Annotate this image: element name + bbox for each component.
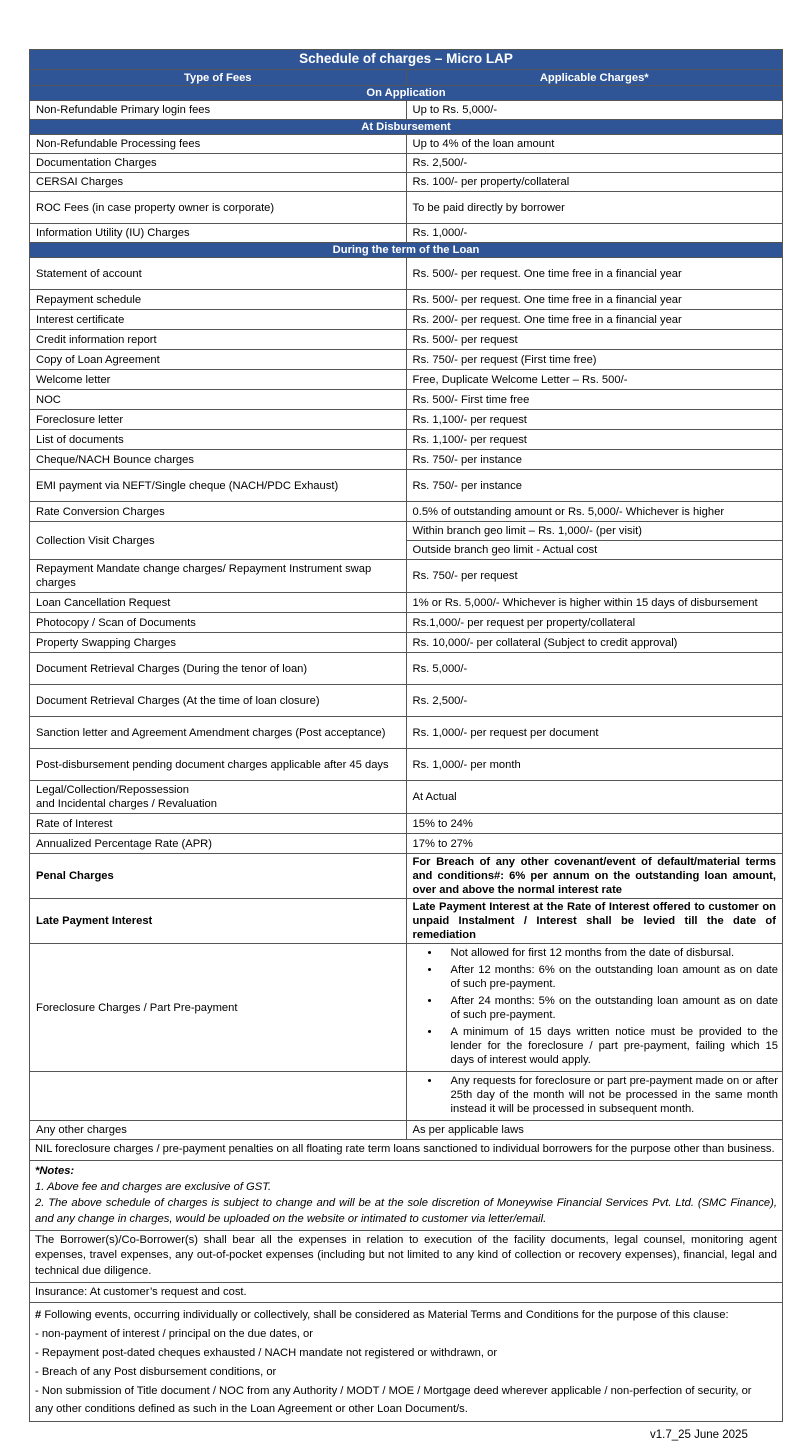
table-row (30, 224, 783, 243)
fee-charge: 17% to 27% (406, 834, 783, 854)
fee-name: Late Payment Interest (30, 899, 407, 944)
note-1: 1. Above fee and charges are exclusive of GST. (35, 1180, 272, 1193)
fee-charge: Rs. 500/- per request (406, 330, 783, 350)
fee-charge: As per applicable laws (406, 1121, 783, 1140)
section-at-disbursement: At Disbursement (30, 120, 783, 135)
table-row (30, 613, 783, 633)
fee-charge: Up to Rs. 5,000/- (406, 101, 783, 120)
fee-name: Document Retrieval Charges (During the tenor of loan) (30, 653, 407, 685)
fee-charge (406, 944, 783, 1072)
fee-name: Documentation Charges (30, 154, 407, 173)
table-row (30, 685, 783, 717)
table-row-late-payment (30, 899, 783, 944)
table-row (30, 330, 783, 350)
fee-name: Credit information report (30, 330, 407, 350)
notes-heading: *Notes: (35, 1164, 75, 1177)
fee-charge: Rs. 2,500/- (406, 685, 783, 717)
event-item: any other conditions defined as such in the Loan Agreement or other Loan Document/s. (35, 1403, 468, 1416)
events-row (30, 1303, 783, 1422)
charges-table (29, 49, 783, 1422)
event-item: - non-payment of interest / principal on the due dates, or (35, 1328, 313, 1341)
table-row (30, 290, 783, 310)
section-during-term: During the term of the Loan (30, 243, 783, 258)
fee-name: Property Swapping Charges (30, 633, 407, 653)
table-row (30, 633, 783, 653)
fee-name: Post-disbursement pending document charges applicable after 45 days (30, 749, 407, 781)
table-row-collection (30, 522, 783, 541)
fee-charge: Free, Duplicate Welcome Letter – Rs. 500/- (406, 370, 783, 390)
fee-charge: For Breach of any other covenant/event of default/material terms and conditions#: 6% per annum on the outstanding loan amount, over and above the normal interest rate (406, 854, 783, 899)
fee-name: Photocopy / Scan of Documents (30, 613, 407, 633)
table-row (30, 560, 783, 593)
table-row (30, 258, 783, 290)
table-row (30, 781, 783, 814)
fee-charge-outside: Outside branch geo limit - Actual cost (406, 541, 783, 560)
table-row (30, 593, 783, 613)
fee-charge: Rs. 10,000/- per collateral (Subject to credit approval) (406, 633, 783, 653)
fee-name: Statement of account (30, 258, 407, 290)
fee-charge: Rs. 1,000/- per month (406, 749, 783, 781)
fee-name: CERSAI Charges (30, 173, 407, 192)
nil-note: NIL foreclosure charges / pre-payment penalties on all floating rate term loans sanctioned to individual borrowers for the purpose other than business. (30, 1140, 783, 1161)
borrower-note-row (30, 1230, 783, 1282)
fee-name: Rate Conversion Charges (30, 502, 407, 522)
borrower-note: The Borrower(s)/Co-Borrower(s) shall bear all the expenses in relation to execution of the facility documents, legal counsel, monitoring agent expenses, travel expenses, any out-of-pocket expenses (including but not limited to any kind of collection or recovery expenses), financial, legal and technical due diligence. (30, 1230, 783, 1282)
table-row (30, 350, 783, 370)
fee-charge: Rs. 750/- per request (First time free) (406, 350, 783, 370)
fee-name: List of documents (30, 430, 407, 450)
events-intro (35, 1309, 729, 1321)
table-row (30, 1121, 783, 1140)
hash-symbol: # (35, 1309, 42, 1322)
insurance-row (30, 1282, 783, 1303)
table-row (30, 749, 783, 781)
table-row (30, 653, 783, 685)
event-item: - Breach of any Post disbursement conditions, or (35, 1365, 277, 1378)
fee-charge: Rs. 500/- First time free (406, 390, 783, 410)
fee-charge: 15% to 24% (406, 814, 783, 834)
fee-charge: Rs.1,000/- per request per property/collateral (406, 613, 783, 633)
charges-document (29, 49, 783, 1422)
foreclosure-extra-bullets (411, 1074, 779, 1116)
fee-name: Cheque/NACH Bounce charges (30, 450, 407, 470)
fee-charge: Up to 4% of the loan amount (406, 135, 783, 154)
fee-name: Foreclosure Charges / Part Pre-payment (30, 944, 407, 1072)
fee-name: ROC Fees (in case property owner is corporate) (30, 192, 407, 224)
fee-name-line-1: Legal/Collection/Repossession (36, 784, 189, 796)
fee-name: Penal Charges (30, 854, 407, 899)
fee-charge: Rs. 1,000/- per request per document (406, 717, 783, 749)
section-on-application: On Application (30, 86, 783, 101)
table-row (30, 390, 783, 410)
fee-name (30, 781, 407, 814)
table-row (30, 310, 783, 330)
fee-charge: Rs. 750/- per instance (406, 470, 783, 502)
fee-name: Any other charges (30, 1121, 407, 1140)
fee-name: Repayment schedule (30, 290, 407, 310)
fee-charge: Rs. 500/- per request. One time free in a financial year (406, 290, 783, 310)
fee-charge: Rs. 5,000/- (406, 653, 783, 685)
list-item: • A minimum of 15 days written notice must be provided to the lender for the foreclosure / part pre-payment, failing which 15 days of interest would apply. (441, 1025, 779, 1067)
document-title: Schedule of charges – Micro LAP (30, 50, 783, 70)
table-row-foreclosure-extra (30, 1072, 783, 1121)
fee-name: Information Utility (IU) Charges (30, 224, 407, 243)
table-row (30, 154, 783, 173)
list-item: • After 24 months: 5% on the outstanding loan amount as on date of such pre-payment. (441, 994, 779, 1022)
table-row (30, 430, 783, 450)
fee-name: Non-Refundable Primary login fees (30, 101, 407, 120)
foreclosure-bullets (411, 946, 779, 1067)
fee-name: Sanction letter and Agreement Amendment charges (Post acceptance) (30, 717, 407, 749)
nil-note-row (30, 1140, 783, 1161)
header-type-of-fees: Type of Fees (30, 70, 407, 86)
table-row (30, 717, 783, 749)
fee-name: Loan Cancellation Request (30, 593, 407, 613)
fee-name-line-2: and Incidental charges / Revaluation (36, 798, 217, 810)
fee-charge: Rs. 200/- per request. One time free in a financial year (406, 310, 783, 330)
list-item: • Any requests for foreclosure or part pre-payment made on or after 25th day of the month will not be processed in the same month instead it will be processed in subsequent month. (441, 1074, 779, 1116)
fee-charge: Rs. 750/- per instance (406, 450, 783, 470)
version-label: v1.7_25 June 2025 (650, 1429, 748, 1441)
fee-charge: To be paid directly by borrower (406, 192, 783, 224)
fee-charge: Late Payment Interest at the Rate of Interest offered to customer on unpaid Instalment / Interest shall be levied till the date of remediation (406, 899, 783, 944)
table-row (30, 834, 783, 854)
fee-charge: Rs. 750/- per request (406, 560, 783, 593)
fee-name: Annualized Percentage Rate (APR) (30, 834, 407, 854)
fee-name: Copy of Loan Agreement (30, 350, 407, 370)
fee-charge: Rs. 2,500/- (406, 154, 783, 173)
table-row (30, 450, 783, 470)
table-row (30, 173, 783, 192)
fee-charge: At Actual (406, 781, 783, 814)
fee-name: EMI payment via NEFT/Single cheque (NACH/PDC Exhaust) (30, 470, 407, 502)
fee-charge-within: Within branch geo limit – Rs. 1,000/- (per visit) (406, 522, 783, 541)
fee-name: Interest certificate (30, 310, 407, 330)
table-row (30, 370, 783, 390)
fee-name-empty (30, 1072, 407, 1121)
header-applicable-charges: Applicable Charges* (406, 70, 783, 86)
table-row (30, 101, 783, 120)
note-2: 2. The above schedule of charges is subject to change and will be at the sole discretion of Moneywise Financial Services Pvt. Ltd. (SMC Finance), and any change in charges, would be uploaded on the website or intimated to customer via letter/email. (35, 1197, 777, 1226)
fee-name: Repayment Mandate change charges/ Repayment Instrument swap charges (30, 560, 407, 593)
fee-name: Welcome letter (30, 370, 407, 390)
fee-charge: Rs. 1,000/- (406, 224, 783, 243)
table-row (30, 814, 783, 834)
table-row (30, 502, 783, 522)
fee-name: Non-Refundable Processing fees (30, 135, 407, 154)
fee-name: Rate of Interest (30, 814, 407, 834)
fee-charge: 1% or Rs. 5,000/- Whichever is higher within 15 days of disbursement (406, 593, 783, 613)
fee-charge: Rs. 1,100/- per request (406, 410, 783, 430)
events-intro-text: Following events, occurring individually or collectively, shall be considered as Material Terms and Conditions for the purpose of this clause: (41, 1309, 729, 1322)
fee-name: Foreclosure letter (30, 410, 407, 430)
table-row-foreclosure (30, 944, 783, 1072)
table-row-penal (30, 854, 783, 899)
table-row (30, 135, 783, 154)
fee-charge: Rs. 500/- per request. One time free in a financial year (406, 258, 783, 290)
table-row (30, 470, 783, 502)
table-row (30, 410, 783, 430)
table-row (30, 192, 783, 224)
notes-row (30, 1160, 783, 1230)
list-item: • After 12 months: 6% on the outstanding loan amount as on date of such pre-payment. (441, 963, 779, 991)
list-item: • Not allowed for first 12 months from the date of disbursal. (441, 946, 779, 960)
notes (30, 1160, 783, 1230)
event-item: - Non submission of Title document / NOC from any Authority / MODT / MOE / Mortgage deed wherever applicable / non-perfection of security, or (35, 1384, 752, 1397)
insurance-note: Insurance: At customer’s request and cost. (30, 1282, 783, 1303)
fee-charge (406, 1072, 783, 1121)
fee-charge: 0.5% of outstanding amount or Rs. 5,000/- Whichever is higher (406, 502, 783, 522)
material-events (30, 1303, 783, 1422)
event-item: - Repayment post-dated cheques exhausted / NACH mandate not registered or withdrawn, or (35, 1346, 498, 1359)
fee-charge: Rs. 1,100/- per request (406, 430, 783, 450)
fee-name: Document Retrieval Charges (At the time of loan closure) (30, 685, 407, 717)
fee-charge: Rs. 100/- per property/collateral (406, 173, 783, 192)
fee-name: NOC (30, 390, 407, 410)
fee-name: Collection Visit Charges (30, 522, 407, 560)
